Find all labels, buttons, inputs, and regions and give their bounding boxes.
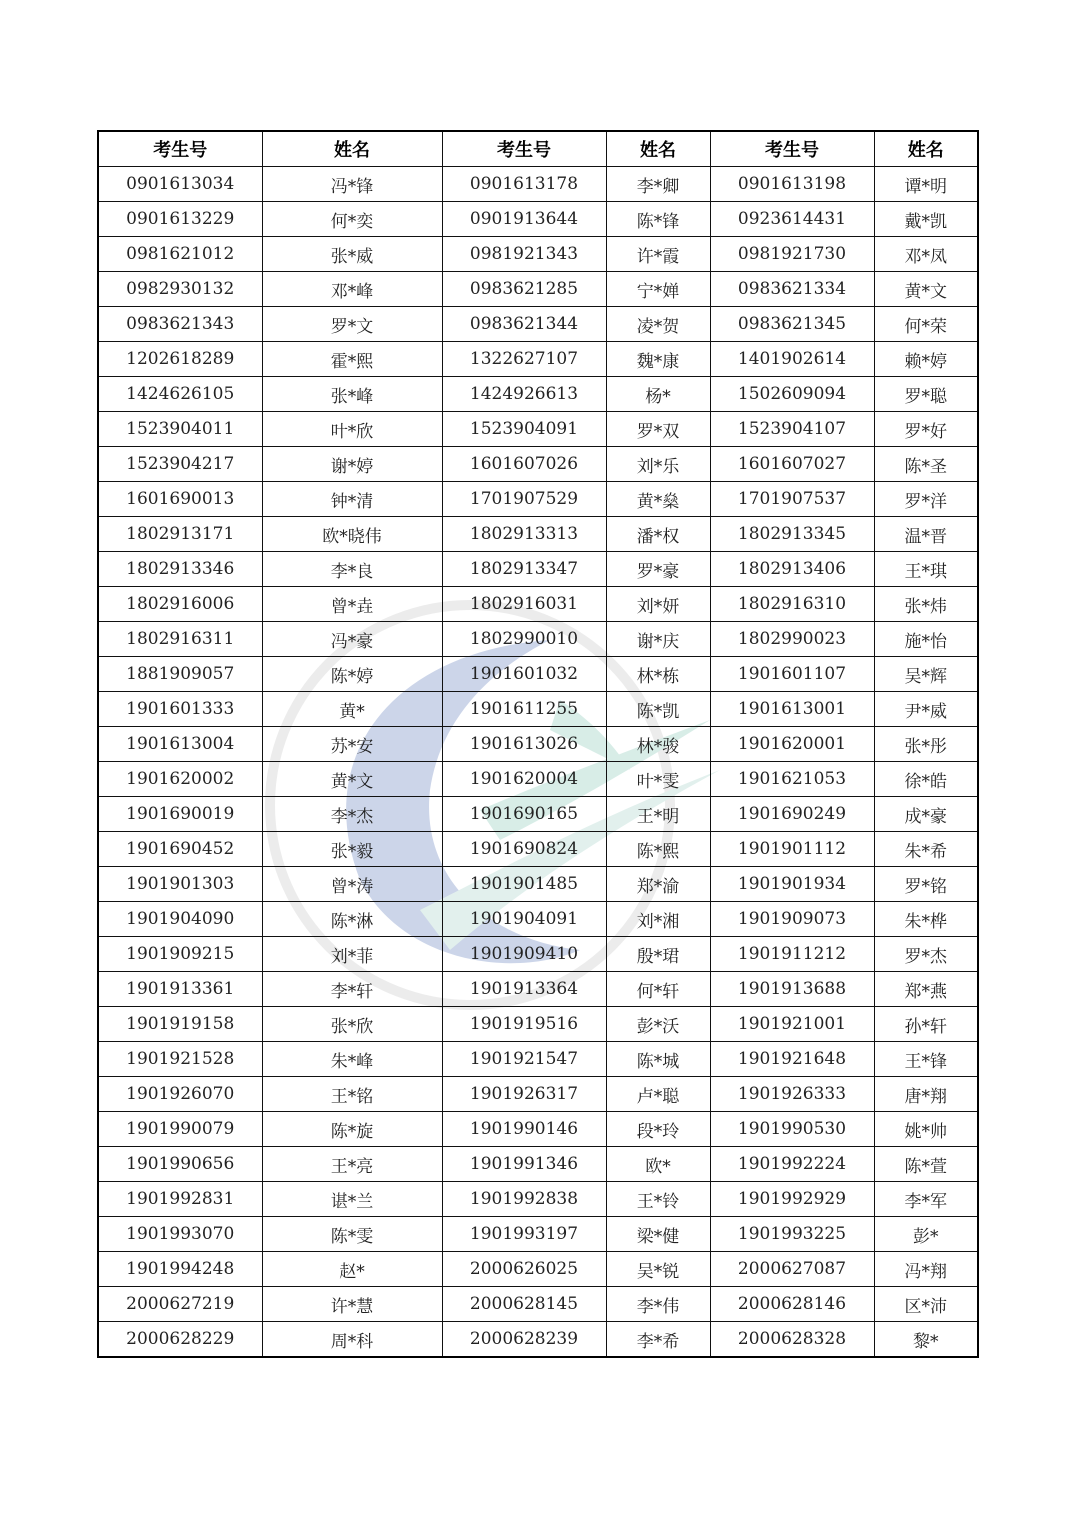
name-cell: 温*晋 <box>874 517 978 552</box>
exam-number-cell: 1502609094 <box>710 377 874 412</box>
roster-table <box>97 130 979 1358</box>
name-cell: 何*轩 <box>606 972 710 1007</box>
exam-number-cell: 1901913364 <box>442 972 606 1007</box>
exam-number-cell: 1901992929 <box>710 1182 874 1217</box>
table-row <box>98 972 978 1007</box>
exam-number-cell: 1401902614 <box>710 342 874 377</box>
exam-number-cell: 1901990530 <box>710 1112 874 1147</box>
exam-number-cell: 1901901934 <box>710 867 874 902</box>
exam-number-cell: 1901992831 <box>98 1182 262 1217</box>
name-cell: 吴*辉 <box>874 657 978 692</box>
exam-number-cell: 1901690249 <box>710 797 874 832</box>
name-cell: 张*彤 <box>874 727 978 762</box>
exam-number-cell: 1523904011 <box>98 412 262 447</box>
exam-number-cell: 1802913345 <box>710 517 874 552</box>
name-cell: 郑*渝 <box>606 867 710 902</box>
name-cell: 欧*晓伟 <box>262 517 442 552</box>
table-row <box>98 587 978 622</box>
name-cell: 冯*翔 <box>874 1252 978 1287</box>
name-cell: 徐*皓 <box>874 762 978 797</box>
exam-number-cell: 1901620004 <box>442 762 606 797</box>
exam-number-cell: 2000626025 <box>442 1252 606 1287</box>
exam-number-cell: 1802916031 <box>442 587 606 622</box>
exam-number-cell: 1901994248 <box>98 1252 262 1287</box>
name-cell: 黄*文 <box>874 272 978 307</box>
name-cell: 黄*文 <box>262 762 442 797</box>
name-cell: 谌*兰 <box>262 1182 442 1217</box>
table-row <box>98 482 978 517</box>
table-row <box>98 447 978 482</box>
exam-number-cell: 0982930132 <box>98 272 262 307</box>
exam-number-cell: 1901901485 <box>442 867 606 902</box>
name-cell: 冯*锋 <box>262 167 442 202</box>
table-row <box>98 237 978 272</box>
table-row <box>98 272 978 307</box>
exam-number-cell: 0901613178 <box>442 167 606 202</box>
exam-number-cell: 2000628328 <box>710 1322 874 1358</box>
exam-number-cell: 1802916310 <box>710 587 874 622</box>
name-cell: 罗*好 <box>874 412 978 447</box>
table-row <box>98 552 978 587</box>
exam-number-cell: 0983621334 <box>710 272 874 307</box>
name-cell: 叶*雯 <box>606 762 710 797</box>
exam-number-cell: 1901909410 <box>442 937 606 972</box>
name-cell: 姚*帅 <box>874 1112 978 1147</box>
exam-number-cell: 2000627219 <box>98 1287 262 1322</box>
exam-number-cell: 1901993225 <box>710 1217 874 1252</box>
name-cell: 宁*婵 <box>606 272 710 307</box>
table-row <box>98 1007 978 1042</box>
exam-number-cell: 1901926333 <box>710 1077 874 1112</box>
exam-number-cell: 1523904107 <box>710 412 874 447</box>
exam-number-cell: 1901613004 <box>98 727 262 762</box>
name-cell: 李*希 <box>606 1322 710 1358</box>
exam-number-cell: 1901990656 <box>98 1147 262 1182</box>
name-cell: 苏*安 <box>262 727 442 762</box>
exam-number-cell: 1901601333 <box>98 692 262 727</box>
exam-number-cell: 0901913644 <box>442 202 606 237</box>
exam-number-cell: 1601607026 <box>442 447 606 482</box>
table-row <box>98 307 978 342</box>
exam-number-cell: 0983621285 <box>442 272 606 307</box>
table-row <box>98 1252 978 1287</box>
exam-number-cell: 1901921547 <box>442 1042 606 1077</box>
name-cell: 陈*淋 <box>262 902 442 937</box>
name-cell: 何*荣 <box>874 307 978 342</box>
exam-number-cell: 1901919516 <box>442 1007 606 1042</box>
table-row <box>98 797 978 832</box>
table-row <box>98 377 978 412</box>
name-cell: 王*亮 <box>262 1147 442 1182</box>
exam-number-cell: 1901690824 <box>442 832 606 867</box>
exam-number-cell: 2000627087 <box>710 1252 874 1287</box>
name-cell: 刘*湘 <box>606 902 710 937</box>
name-cell: 曾*涛 <box>262 867 442 902</box>
name-cell: 张*毅 <box>262 832 442 867</box>
exam-number-cell: 0923614431 <box>710 202 874 237</box>
table-row <box>98 622 978 657</box>
name-cell: 卢*聪 <box>606 1077 710 1112</box>
exam-number-cell: 0901613198 <box>710 167 874 202</box>
exam-number-cell: 1523904217 <box>98 447 262 482</box>
header-exam-number: 考生号 <box>442 131 606 167</box>
name-cell: 陈*城 <box>606 1042 710 1077</box>
name-cell: 罗*洋 <box>874 482 978 517</box>
exam-number-cell: 1802913406 <box>710 552 874 587</box>
name-cell: 彭*沃 <box>606 1007 710 1042</box>
name-cell: 李*伟 <box>606 1287 710 1322</box>
exam-number-cell: 1802913346 <box>98 552 262 587</box>
name-cell: 陈*旋 <box>262 1112 442 1147</box>
exam-number-cell: 1901991346 <box>442 1147 606 1182</box>
name-cell: 陈*雯 <box>262 1217 442 1252</box>
name-cell: 罗*铭 <box>874 867 978 902</box>
table-row <box>98 657 978 692</box>
table-row <box>98 167 978 202</box>
exam-number-cell: 1901901112 <box>710 832 874 867</box>
name-cell: 孙*轩 <box>874 1007 978 1042</box>
name-cell: 朱*峰 <box>262 1042 442 1077</box>
name-cell: 吴*锐 <box>606 1252 710 1287</box>
table-row <box>98 692 978 727</box>
exam-number-cell: 1802990023 <box>710 622 874 657</box>
name-cell: 李*良 <box>262 552 442 587</box>
exam-number-cell: 0983621344 <box>442 307 606 342</box>
exam-number-cell: 1802916311 <box>98 622 262 657</box>
exam-number-cell: 1901992838 <box>442 1182 606 1217</box>
name-cell: 区*沛 <box>874 1287 978 1322</box>
exam-number-cell: 1901611255 <box>442 692 606 727</box>
exam-number-cell: 1701907537 <box>710 482 874 517</box>
header-name: 姓名 <box>874 131 978 167</box>
exam-number-cell: 0901613034 <box>98 167 262 202</box>
name-cell: 谭*明 <box>874 167 978 202</box>
exam-number-cell: 1701907529 <box>442 482 606 517</box>
name-cell: 黄*燊 <box>606 482 710 517</box>
table-row <box>98 1147 978 1182</box>
name-cell: 刘*乐 <box>606 447 710 482</box>
name-cell: 尹*威 <box>874 692 978 727</box>
exam-number-cell: 1901990079 <box>98 1112 262 1147</box>
exam-number-cell: 1901620002 <box>98 762 262 797</box>
name-cell: 罗*杰 <box>874 937 978 972</box>
header-row <box>98 131 978 167</box>
name-cell: 黎* <box>874 1322 978 1358</box>
exam-number-cell: 1901926317 <box>442 1077 606 1112</box>
name-cell: 朱*希 <box>874 832 978 867</box>
exam-number-cell: 1901904091 <box>442 902 606 937</box>
exam-number-cell: 1202618289 <box>98 342 262 377</box>
exam-number-cell: 1901620001 <box>710 727 874 762</box>
name-cell: 罗*双 <box>606 412 710 447</box>
exam-number-cell: 1802913171 <box>98 517 262 552</box>
table-row <box>98 342 978 377</box>
name-cell: 梁*健 <box>606 1217 710 1252</box>
exam-number-cell: 0983621345 <box>710 307 874 342</box>
name-cell: 谢*婷 <box>262 447 442 482</box>
exam-number-cell: 1901990146 <box>442 1112 606 1147</box>
exam-number-cell: 2000628239 <box>442 1322 606 1358</box>
table-row <box>98 937 978 972</box>
header-name: 姓名 <box>606 131 710 167</box>
exam-number-cell: 1901919158 <box>98 1007 262 1042</box>
exam-number-cell: 1901926070 <box>98 1077 262 1112</box>
name-cell: 陈*圣 <box>874 447 978 482</box>
header-name: 姓名 <box>262 131 442 167</box>
exam-number-cell: 1424926613 <box>442 377 606 412</box>
name-cell: 李*杰 <box>262 797 442 832</box>
name-cell: 王*铃 <box>606 1182 710 1217</box>
exam-number-cell: 1601607027 <box>710 447 874 482</box>
name-cell: 林*栋 <box>606 657 710 692</box>
table-row <box>98 1042 978 1077</box>
exam-number-cell: 1901911212 <box>710 937 874 972</box>
name-cell: 钟*清 <box>262 482 442 517</box>
table-row <box>98 1287 978 1322</box>
name-cell: 邓*凤 <box>874 237 978 272</box>
name-cell: 彭* <box>874 1217 978 1252</box>
name-cell: 施*怡 <box>874 622 978 657</box>
exam-number-cell: 1901913361 <box>98 972 262 1007</box>
name-cell: 李*军 <box>874 1182 978 1217</box>
exam-number-cell: 1601690013 <box>98 482 262 517</box>
name-cell: 欧* <box>606 1147 710 1182</box>
name-cell: 曾*垚 <box>262 587 442 622</box>
exam-number-cell: 1802913347 <box>442 552 606 587</box>
exam-number-cell: 1901992224 <box>710 1147 874 1182</box>
table-row <box>98 727 978 762</box>
exam-number-cell: 1901690019 <box>98 797 262 832</box>
name-cell: 刘*妍 <box>606 587 710 622</box>
header-exam-number: 考生号 <box>98 131 262 167</box>
name-cell: 张*欣 <box>262 1007 442 1042</box>
name-cell: 林*骏 <box>606 727 710 762</box>
name-cell: 成*豪 <box>874 797 978 832</box>
name-cell: 王*锋 <box>874 1042 978 1077</box>
name-cell: 魏*康 <box>606 342 710 377</box>
exam-number-cell: 0981921343 <box>442 237 606 272</box>
table-row <box>98 832 978 867</box>
exam-number-cell: 1901921001 <box>710 1007 874 1042</box>
exam-number-cell: 0983621343 <box>98 307 262 342</box>
exam-number-cell: 1901993197 <box>442 1217 606 1252</box>
table-row <box>98 202 978 237</box>
exam-number-cell: 1901613026 <box>442 727 606 762</box>
name-cell: 叶*欣 <box>262 412 442 447</box>
exam-number-cell: 1901993070 <box>98 1217 262 1252</box>
name-cell: 张*峰 <box>262 377 442 412</box>
name-cell: 何*奕 <box>262 202 442 237</box>
exam-number-cell: 1901621053 <box>710 762 874 797</box>
name-cell: 罗*文 <box>262 307 442 342</box>
name-cell: 陈*婷 <box>262 657 442 692</box>
name-cell: 朱*桦 <box>874 902 978 937</box>
exam-number-cell: 1901901303 <box>98 867 262 902</box>
name-cell: 谢*庆 <box>606 622 710 657</box>
header-exam-number: 考生号 <box>710 131 874 167</box>
name-cell: 黄* <box>262 692 442 727</box>
exam-number-cell: 1901921648 <box>710 1042 874 1077</box>
exam-number-cell: 0981621012 <box>98 237 262 272</box>
exam-number-cell: 1802990010 <box>442 622 606 657</box>
exam-number-cell: 1901904090 <box>98 902 262 937</box>
exam-number-cell: 1901913688 <box>710 972 874 1007</box>
exam-number-cell: 2000628229 <box>98 1322 262 1358</box>
name-cell: 刘*菲 <box>262 937 442 972</box>
table-row <box>98 1077 978 1112</box>
exam-number-cell: 1322627107 <box>442 342 606 377</box>
exam-number-cell: 0901613229 <box>98 202 262 237</box>
exam-number-cell: 1901601032 <box>442 657 606 692</box>
table-row <box>98 517 978 552</box>
table-row <box>98 902 978 937</box>
name-cell: 潘*权 <box>606 517 710 552</box>
table-row <box>98 1182 978 1217</box>
name-cell: 陈*熙 <box>606 832 710 867</box>
exam-number-cell: 1901690452 <box>98 832 262 867</box>
exam-number-cell: 1802913313 <box>442 517 606 552</box>
name-cell: 冯*豪 <box>262 622 442 657</box>
name-cell: 李*卿 <box>606 167 710 202</box>
exam-number-cell: 1901921528 <box>98 1042 262 1077</box>
name-cell: 戴*凯 <box>874 202 978 237</box>
exam-number-cell: 0981921730 <box>710 237 874 272</box>
exam-number-cell: 1523904091 <box>442 412 606 447</box>
name-cell: 赖*婷 <box>874 342 978 377</box>
name-cell: 周*科 <box>262 1322 442 1358</box>
name-cell: 霍*熙 <box>262 342 442 377</box>
name-cell: 段*玲 <box>606 1112 710 1147</box>
table-row <box>98 412 978 447</box>
table-row <box>98 1322 978 1358</box>
name-cell: 许*霞 <box>606 237 710 272</box>
name-cell: 许*慧 <box>262 1287 442 1322</box>
name-cell: 张*威 <box>262 237 442 272</box>
name-cell: 赵* <box>262 1252 442 1287</box>
name-cell: 殷*珺 <box>606 937 710 972</box>
name-cell: 王*明 <box>606 797 710 832</box>
exam-number-cell: 1901909215 <box>98 937 262 972</box>
exam-number-cell: 1901601107 <box>710 657 874 692</box>
table-row <box>98 1112 978 1147</box>
exam-number-cell: 1901909073 <box>710 902 874 937</box>
exam-number-cell: 1802916006 <box>98 587 262 622</box>
name-cell: 凌*贺 <box>606 307 710 342</box>
name-cell: 陈*凯 <box>606 692 710 727</box>
exam-number-cell: 1424626105 <box>98 377 262 412</box>
name-cell: 唐*翔 <box>874 1077 978 1112</box>
name-cell: 罗*聪 <box>874 377 978 412</box>
name-cell: 王*琪 <box>874 552 978 587</box>
table-row <box>98 1217 978 1252</box>
name-cell: 邓*峰 <box>262 272 442 307</box>
exam-number-cell: 2000628145 <box>442 1287 606 1322</box>
exam-number-cell: 2000628146 <box>710 1287 874 1322</box>
name-cell: 郑*燕 <box>874 972 978 1007</box>
name-cell: 杨* <box>606 377 710 412</box>
name-cell: 张*炜 <box>874 587 978 622</box>
exam-number-cell: 1901613001 <box>710 692 874 727</box>
table-row <box>98 762 978 797</box>
name-cell: 陈*锋 <box>606 202 710 237</box>
name-cell: 罗*豪 <box>606 552 710 587</box>
name-cell: 陈*萱 <box>874 1147 978 1182</box>
exam-number-cell: 1881909057 <box>98 657 262 692</box>
table-row <box>98 867 978 902</box>
name-cell: 李*轩 <box>262 972 442 1007</box>
name-cell: 王*铭 <box>262 1077 442 1112</box>
exam-number-cell: 1901690165 <box>442 797 606 832</box>
